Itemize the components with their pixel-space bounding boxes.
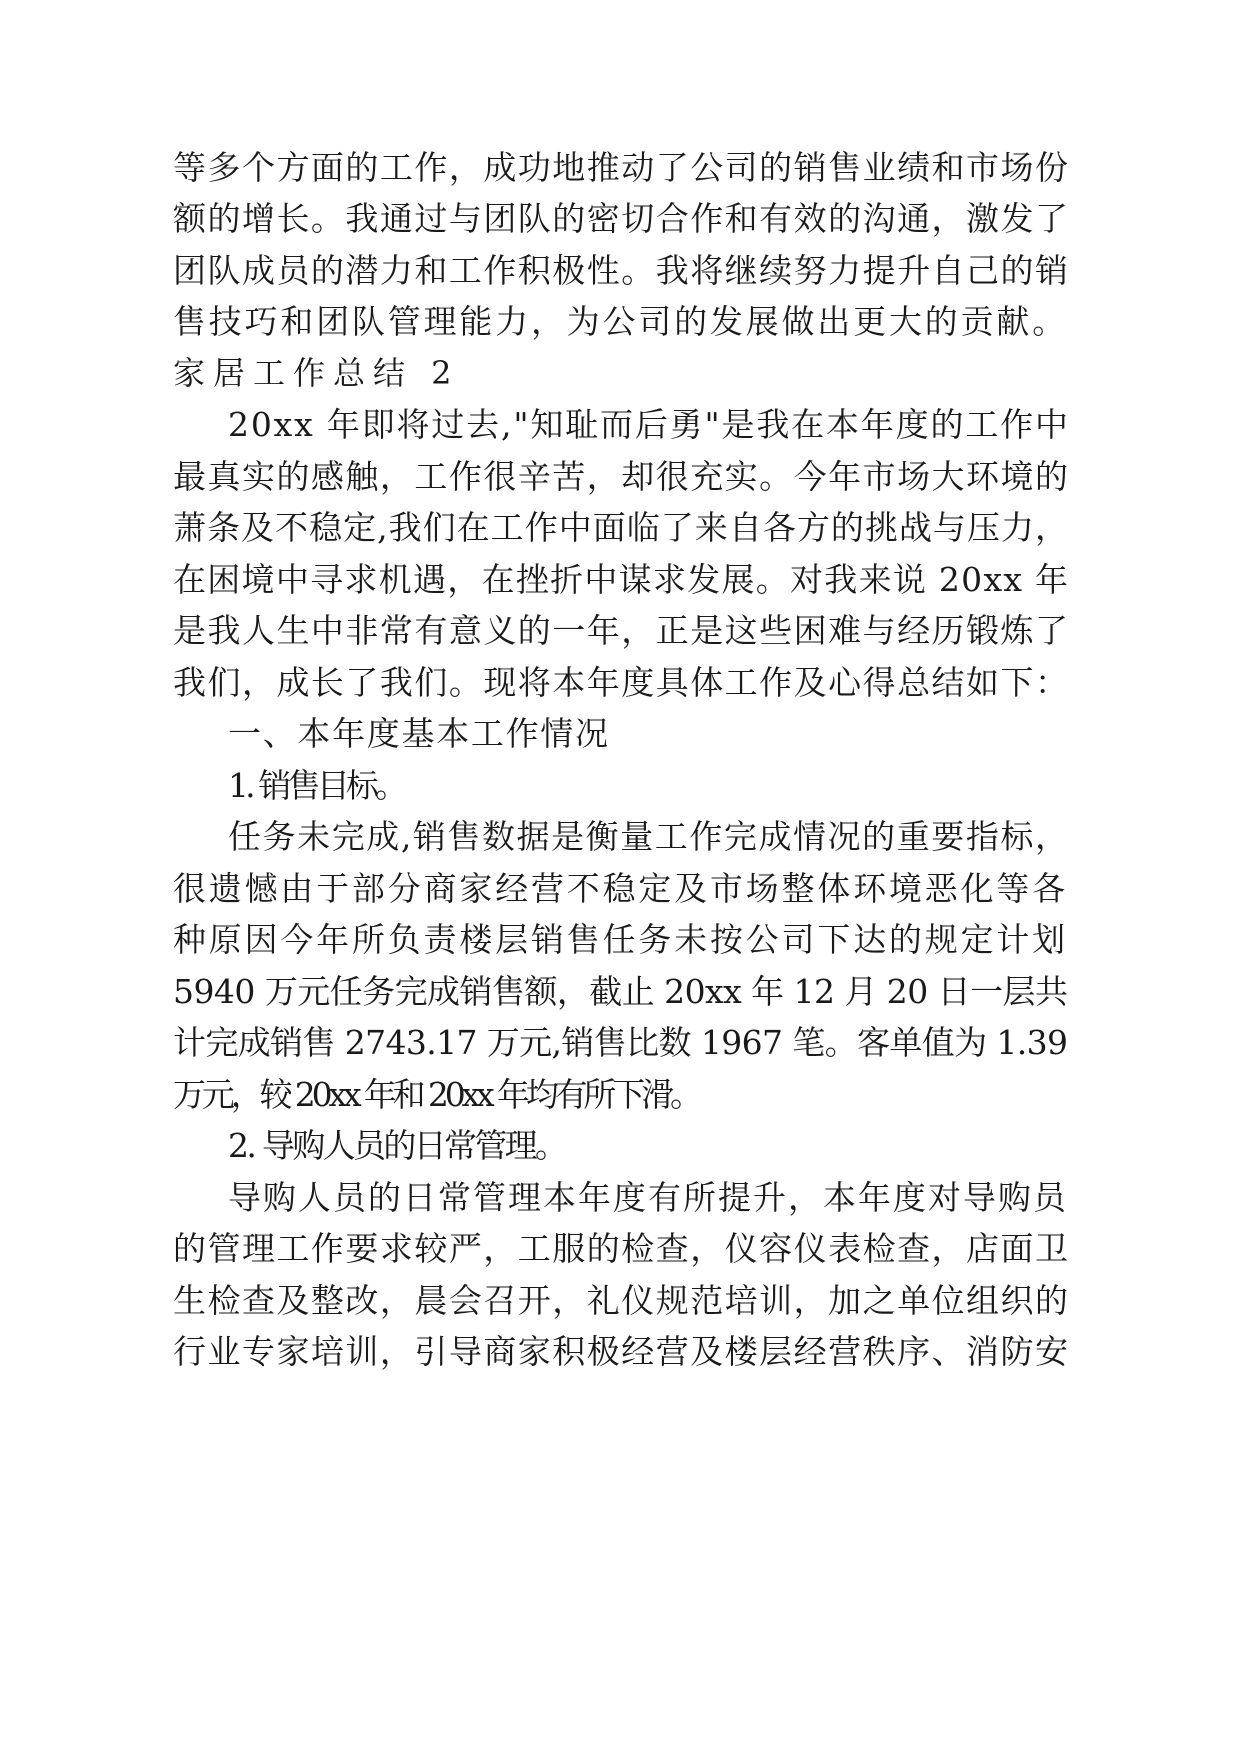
body-line: 在困境中寻求机遇，在挫折中谋求发展。对我来说 20xx 年 <box>173 560 1070 599</box>
body-line: 种原因今年所负责楼层销售任务未按公司下达的规定计划 <box>173 920 1068 959</box>
body-line: 5940 万元任务完成销售额，截止 20xx 年 12 月 20 日一层共 <box>173 972 1068 1011</box>
subheading: 一、本年度基本工作情况 <box>228 714 610 753</box>
body-line: 很遗憾由于部分商家经营不稳定及市场整体环境恶化等各 <box>173 869 1068 908</box>
section-heading: 家居工作总结 2 <box>173 354 460 392</box>
body-line: 团队成员的潜力和工作积极性。我将继续努力提升自己的销 <box>173 251 1070 290</box>
body-line: 任务未完成,销售数据是衡量工作完成情况的重要指标， <box>228 817 1070 856</box>
subheading: 2. 导购人员的日常管理。 <box>228 1126 566 1165</box>
body-line: 我们，成长了我们。现将本年度具体工作及心得总结如下： <box>173 663 1070 702</box>
body-line: 等多个方面的工作，成功地推动了公司的销售业绩和市场份 <box>173 148 1070 187</box>
body-line: 售技巧和团队管理能力，为公司的发展做出更大的贡献。 <box>173 302 1068 341</box>
body-line: 计完成销售 2743.17 万元,销售比数 1967 笔。客单值为 1.39 <box>173 1023 1068 1062</box>
body-line: 额的增长。我通过与团队的密切合作和有效的沟通，激发了 <box>173 199 1070 238</box>
body-line: 最真实的感触，工作很辛苦，却很充实。今年市场大环境的 <box>173 457 1070 496</box>
body-line: 的管理工作要求较严，工服的检查，仪容仪表检查，店面卫 <box>173 1229 1070 1268</box>
body-line: 导购人员的日常管理本年度有所提升，本年度对导购员 <box>228 1178 1068 1217</box>
body-line: 是我人生中非常有意义的一年，正是这些困难与经历锻炼了 <box>173 611 1070 650</box>
body-line: 万元，较 20xx 年和 20xx 年均有所下滑。 <box>173 1075 699 1114</box>
body-line: 20xx 年即将过去,"知耻而后勇"是我在本年度的工作中 <box>228 405 1070 444</box>
body-line: 行业专家培训，引导商家积极经营及楼层经营秩序、消防安 <box>173 1332 1070 1371</box>
body-line: 萧条及不稳定,我们在工作中面临了来自各方的挑战与压力， <box>173 508 1070 547</box>
subheading: 1. 销售目标。 <box>228 766 405 805</box>
body-line: 生检查及整改，晨会召开，礼仪规范培训，加之单位组织的 <box>173 1281 1070 1320</box>
